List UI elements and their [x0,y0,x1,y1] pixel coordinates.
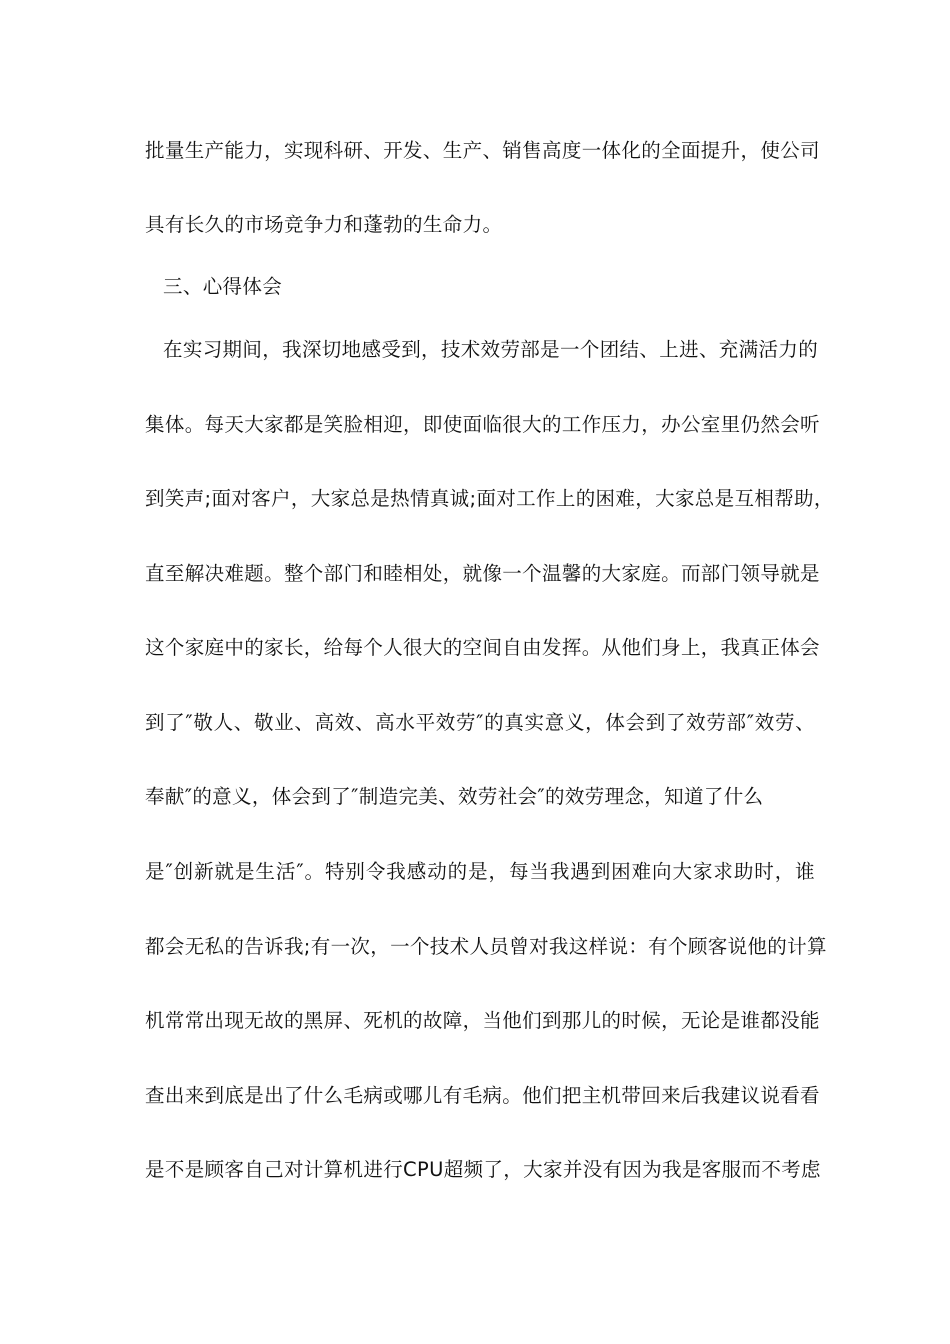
body-text-line: 到笑声;面对客户，大家总是热情真诚;面对工作上的困难，大家总是互相帮助， [145,487,834,510]
body-text-line: 奉献″的意义，体会到了″制造完美、效劳社会″的效劳理念，知道了什么 [145,785,764,808]
body-text-line: 直至解决难题。整个部门和睦相处，就像一个温馨的大家庭。而部门领导就是 [145,562,820,585]
body-text-line: 在实习期间，我深切地感受到，技术效劳部是一个团结、上进、充满活力的 [163,338,819,361]
body-text-line: 批量生产能力，实现科研、开发、生产、销售高度一体化的全面提升，使公司 [145,139,820,162]
body-text-line: 具有长久的市场竞争力和蓬勃的生命力。 [145,213,503,236]
body-text-line: 这个家庭中的家长，给每个人很大的空间自由发挥。从他们身上，我真正体会 [145,636,820,659]
body-text-line: 查出来到底是出了什么毛病或哪儿有毛病。他们把主机带回来后我建议说看看 [145,1084,820,1107]
body-text-line: 都会无私的告诉我;有一次，一个技术人员曾对我这样说：有个顾客说他的计算 [145,935,827,958]
body-text-line: 到了″敬人、敬业、高效、高水平效劳″的真实意义，体会到了效劳部″效劳、 [145,711,815,734]
body-text-line: 机常常出现无故的黑屏、死机的故障，当他们到那儿的时候，无论是谁都没能 [145,1009,820,1032]
body-text-line: 是不是顾客自己对计算机进行CPU超频了，大家并没有因为我是客服而不考虑 [145,1158,821,1181]
section-heading: 三、心得体会 [163,275,283,298]
body-text-line: 是″创新就是生活″。特别令我感动的是，每当我遇到困难向大家求助时，谁 [145,860,815,883]
body-text-line: 集体。每天大家都是笑脸相迎，即使面临很大的工作压力，办公室里仍然会听 [145,413,820,436]
